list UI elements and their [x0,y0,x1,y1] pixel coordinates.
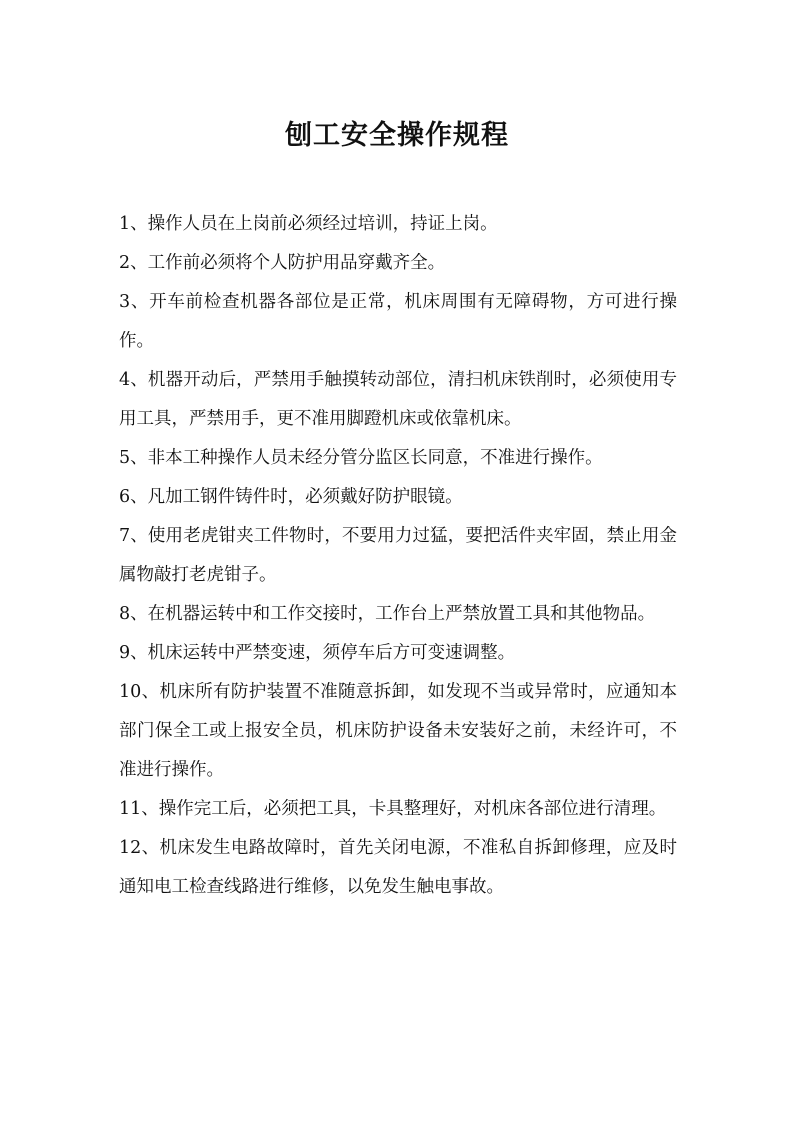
rule-item: 11、操作完工后，必须把工具，卡具整理好，对机床各部位进行清理。 [119,799,667,819]
rule-item: 12、机床发生电路故障时，首先关闭电源，不准私自拆卸修理，应及时通知电工检查线路进行维修，以免发生触电事故。 [119,838,677,897]
document-title: 刨工安全操作规程 [285,120,509,152]
rule-item: 6、凡加工钢件铸件时，必须戴好防护眼镜。 [119,487,463,507]
rule-item: 9、机床运转中严禁变速，须停车后方可变速调整。 [119,643,516,663]
rule-item: 10、机床所有防护装置不准随意拆卸，如发现不当或异常时，应通知本部门保全工或上报安全员，机床防护设备未安装好之前，未经许可，不准进行操作。 [119,682,677,780]
rule-item: 8、在机器运转中和工作交接时，工作台上严禁放置工具和其他物品。 [119,604,656,624]
rule-item: 1、操作人员在上岗前必须经过培训，持证上岗。 [119,214,498,234]
rule-item: 2、工作前必须将个人防护用品穿戴齐全。 [119,253,446,273]
rules-list [119,205,677,907]
rule-item: 5、非本工种操作人员未经分管分监区长同意，不准进行操作。 [119,448,603,468]
rule-item: 4、机器开动后，严禁用手触摸转动部位，清扫机床铁削时，必须使用专用工具，严禁用手，更不准用脚蹬机床或依靠机床。 [119,370,677,429]
rule-item: 7、使用老虎钳夹工件物时，不要用力过猛，要把活件夹牢固，禁止用金属物敲打老虎钳子。 [119,526,677,585]
rule-item: 3、开车前检查机器各部位是正常，机床周围有无障碍物，方可进行操作。 [119,292,677,351]
